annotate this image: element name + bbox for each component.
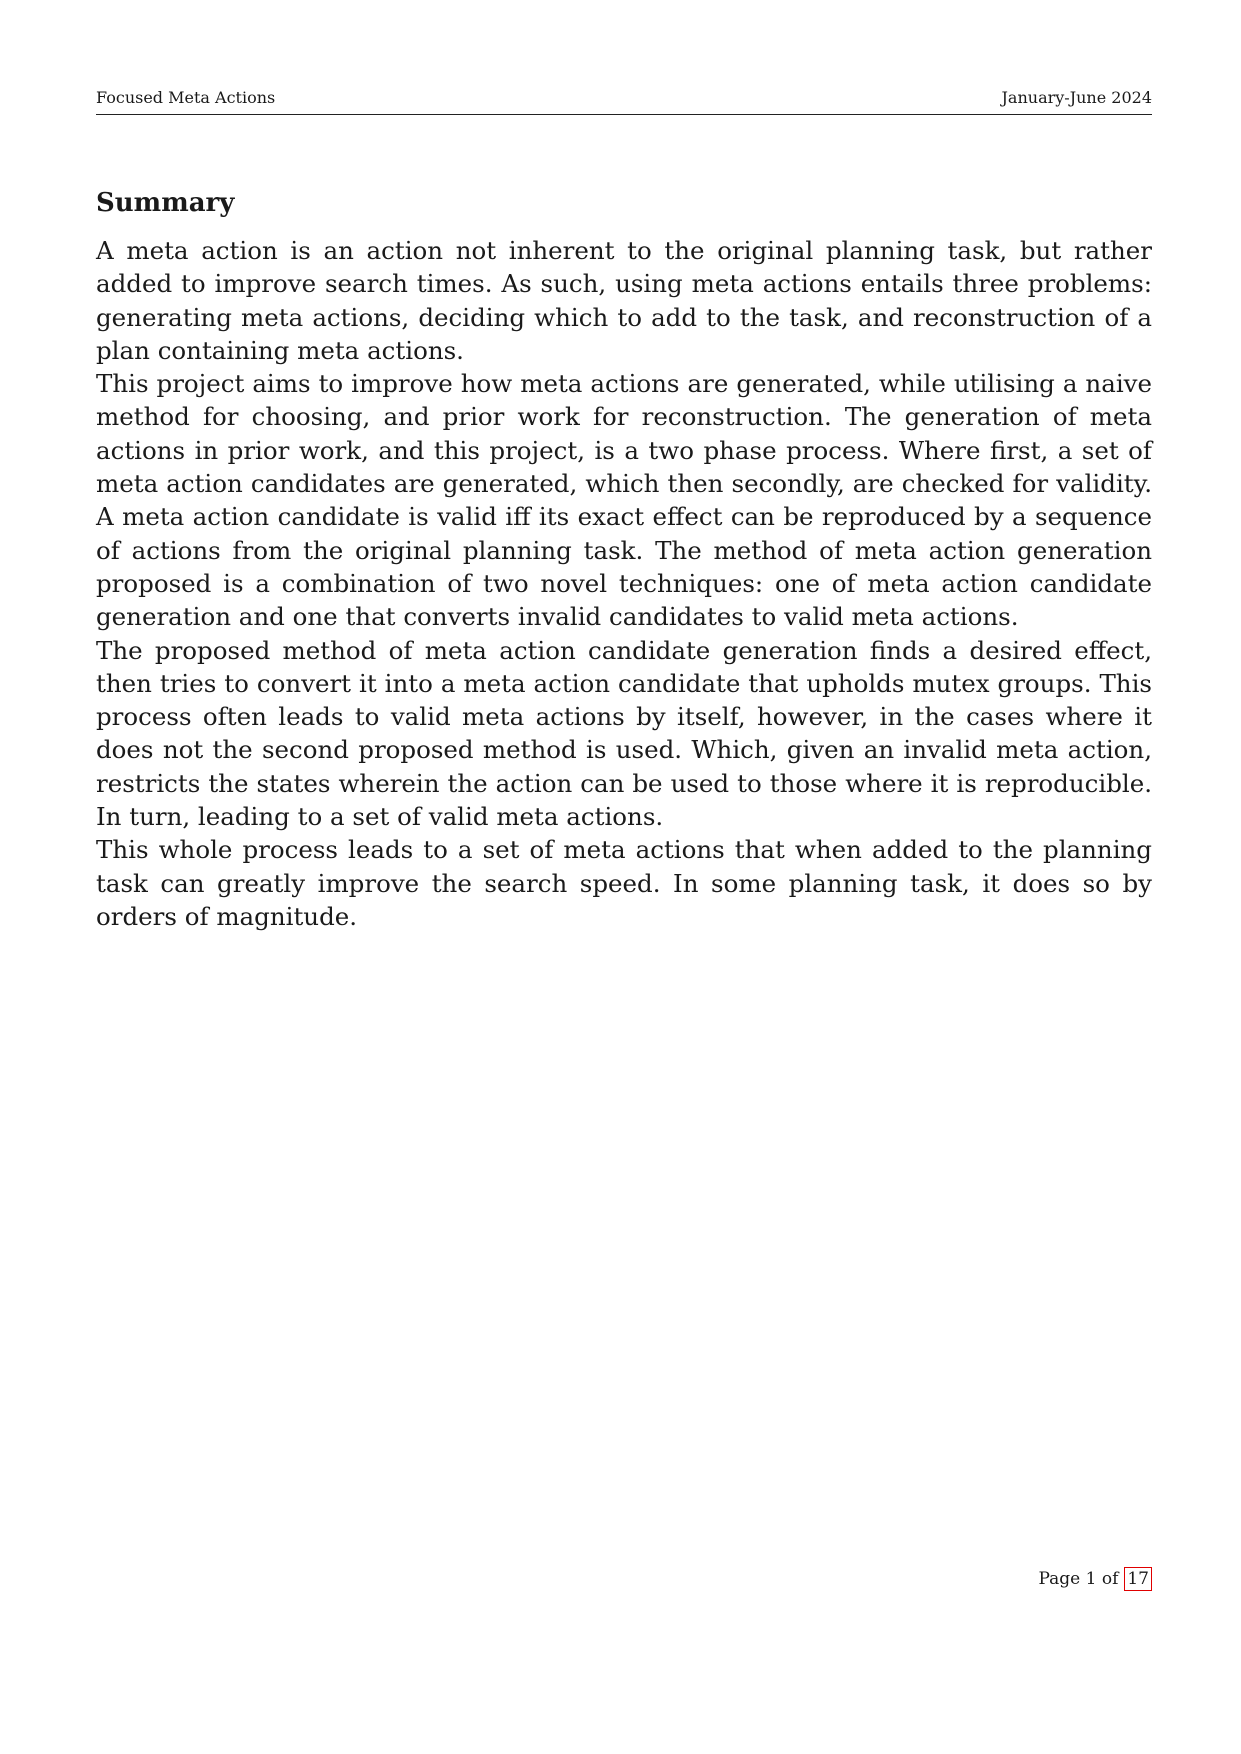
- header-date: January-June 2024: [1001, 88, 1152, 107]
- header-title: Focused Meta Actions: [96, 88, 276, 107]
- summary-paragraph-4: This whole process leads to a set of meta actions that when added to the planning task can greatly improve the search speed. In some planning task, it does so by orders of magnitude.: [96, 835, 1152, 931]
- summary-paragraph-3: The proposed method of meta action candidate generation finds a desired effect, then tries to convert it into a meta action candidate that upholds mutex groups. This process often leads to valid meta actions by itself, however, in the cases where it does not the second proposed method is used. Which, given an invalid meta action, restricts the states wherein the action can be used to those where it is reproducible. In turn, leading to a set of valid meta actions.: [96, 635, 1152, 832]
- summary-paragraph-1: A meta action is an action not inherent to the original planning task, but rather added to improve search times. As such, using meta actions entails three problems: generating meta actions, deciding which to add to the task, and reconstruction of a plan containing meta actions.: [96, 236, 1152, 365]
- main-content: [96, 188, 1152, 933]
- page-number-label: Page 1 of: [1038, 1569, 1119, 1589]
- running-header: [96, 88, 1152, 115]
- total-pages-link[interactable]: 17: [1124, 1567, 1152, 1591]
- page-footer: [1038, 1567, 1152, 1591]
- section-title: Summary: [96, 188, 235, 218]
- summary-paragraph-2: This project aims to improve how meta actions are generated, while utilising a naive method for choosing, and prior work for reconstruction. The generation of meta actions in prior work, and this project, is a two phase process. Where first, a set of meta action candidates are generated, which then secondly, are checked for validity. A meta action candidate is valid iff its exact effect can be reproduced by a sequence of actions from the original planning task. The method of meta action generation proposed is a combination of two novel techniques: one of meta action candidate generation and one that converts invalid candidates to valid meta actions.: [96, 369, 1152, 632]
